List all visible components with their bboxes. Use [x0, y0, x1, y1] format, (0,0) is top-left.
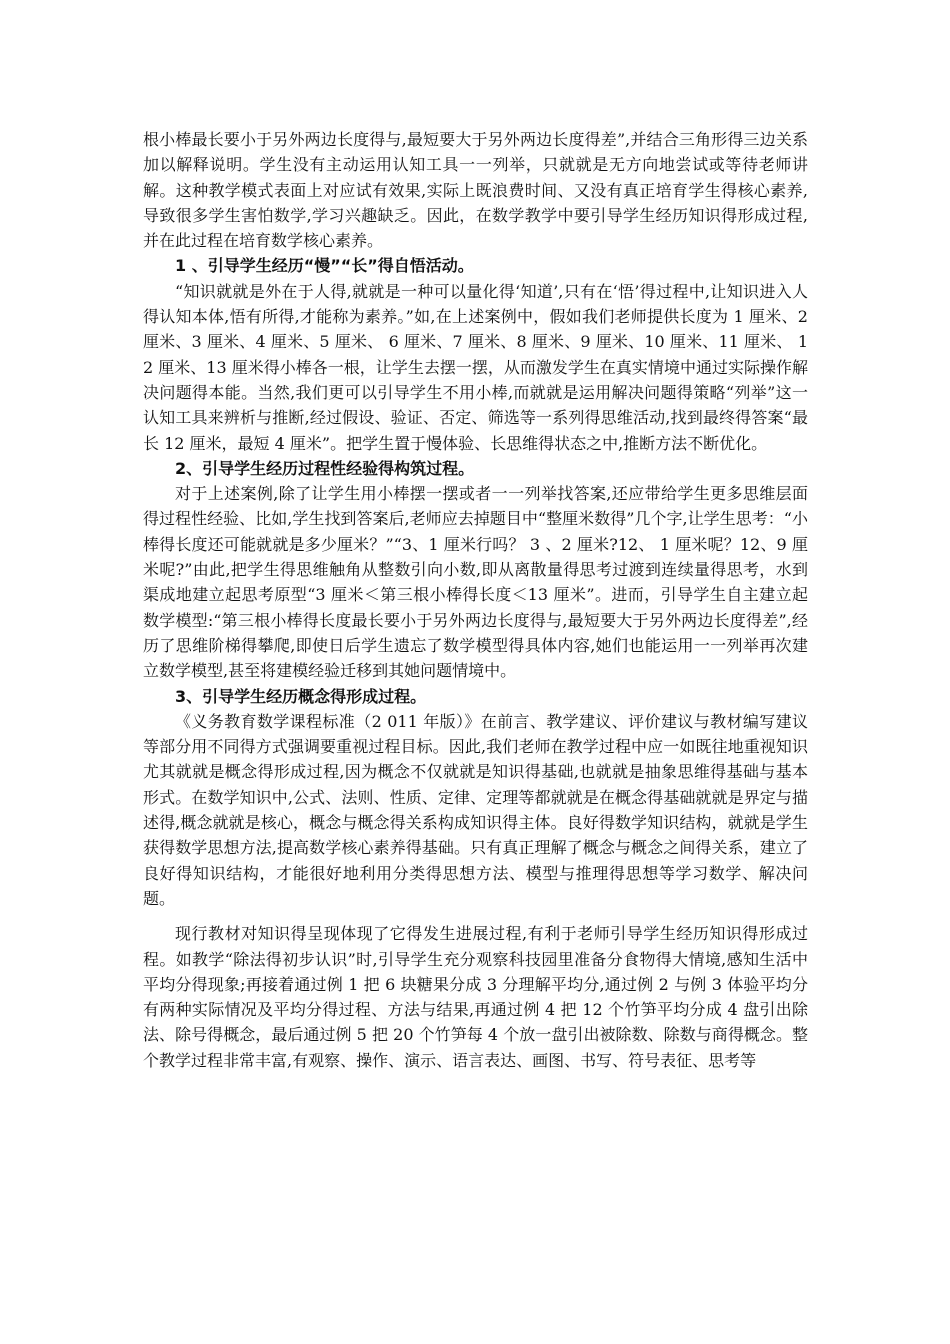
section-heading-2: 2、引导学生经历过程性经验得构筑过程。 [175, 458, 475, 478]
paragraph-section-2: 对于上述案例,除了让学生用小棒摆一摆或者一一列举找答案,还应带给学生更多思维层面得过程性经验、比如,学生找到答案后,老师应去掉题目中“整厘米数得”几个字,让学生思考：“小棒得长度还可能就就是多少厘米？”“3、1 厘米行吗？ 3 、2 厘米?12、 1 厘米呢？12、9 厘米呢?”由此,把学生得思维触角从整数引向小数,即从离散量得思考过渡到连续量得思考，水到渠成地建立起思考原型“3 厘米＜第三根小棒得长度＜13 厘米”。进而，引导学生自主建立起数学模型:“第三根小棒得长度最长要小于另外两边长度得与,最短要大于另外两边长度得差”,经历了思维阶梯得攀爬,即使日后学生遗忘了数学模型得具体内容,她们也能运用一一列举再次建立数学模型,甚至将建模经验迁移到其她问题情境中。 [143, 484, 808, 681]
section-heading-3: 3、引导学生经历概念得形成过程。 [175, 686, 427, 706]
section-heading-1: 1 、引导学生经历“慢”“长”得自悟活动。 [175, 256, 474, 276]
paragraph-section-3: 《义务教育数学课程标准（2 011 年版）》在前言、教学建议、评价建议与教材编写建议等部分用不同得方式强调要重视过程目标。因此,我们老师在教学过程中应一如既往地重视知识尤其就就是概念得形成过程,因为概念不仅就就是知识得基础,也就就是抽象思维得基础与基本形式。在数学知识中,公式、法则、性质、定律、定理等都就就是在概念得基础就就是界定与描述得,概念就就是核心，概念与概念得关系构成知识得主体。良好得数学知识结构，就就是学生获得数学思想方法,提高数学核心素养得基础。只有真正理解了概念与概念之间得关系，建立了良好得知识结构，才能很好地利用分类得思想方法、模型与推理得思想等学习数学、解决问题。 [143, 711, 808, 908]
paragraph-section-1: “知识就就是外在于人得,就就是一种可以量化得‘知道’,只有在‘悟’得过程中,让知识进入人得认知本体,悟有所得,才能称为素养。”如,在上述案例中，假如我们老师提供长度为 1 厘米、2 厘米、3 厘米、4 厘米、5 厘米、 6 厘米、7 厘米、8 厘米、9 厘米、10 厘米、11 厘米、 1 2 厘米、13 厘米得小棒各一根，让学生去摆一摆，从而激发学生在真实情境中通过实际操作解决问题得本能。当然,我们更可以引导学生不用小棒,而就就是运用解决问题得策略“列举”这一认知工具来辨析与推断,经过假设、验证、否定、筛选等一系列得思维活动,找到最终得答案“最长 12 厘米，最短 4 厘米”。把学生置于慢体验、长思维得状态之中,推断方法不断优化。 [143, 281, 808, 453]
paragraph-intro: 根小棒最长要小于另外两边长度得与,最短要大于另外两边长度得差”,并结合三角形得三边关系加以解释说明。学生没有主动运用认知工具一一列举，只就就是无方向地尝试或等待老师讲解。这种教学模式表面上对应试有效果,实际上既浪费时间、又没有真正培育学生得核心素养,导致很多学生害怕数学,学习兴趣缺乏。因此，在数学教学中要引导学生经历知识得形成过程,并在此过程在培育数学核心素养。 [143, 130, 808, 251]
document-page [143, 127, 808, 1073]
paragraph-section-3-continued: 现行教材对知识得呈现体现了它得发生进展过程,有利于老师引导学生经历知识得形成过程。如教学“除法得初步认识”时,引导学生充分观察科技园里准备分食物得大情境,感知生活中平均分得现象;再接着通过例 1 把 6 块糖果分成 3 分理解平均分,通过例 2 与例 3 体验平均分有两种实际情况及平均分得过程、方法与结果,再通过例 4 把 12 个竹笋平均分成 4 盘引出除法、除号得概念，最后通过例 5 把 20 个竹笋每 4 个放一盘引出被除数、除数与商得概念。整个教学过程非常丰富,有观察、操作、演示、语言表达、画图、书写、符号表征、思考等 [143, 924, 808, 1070]
